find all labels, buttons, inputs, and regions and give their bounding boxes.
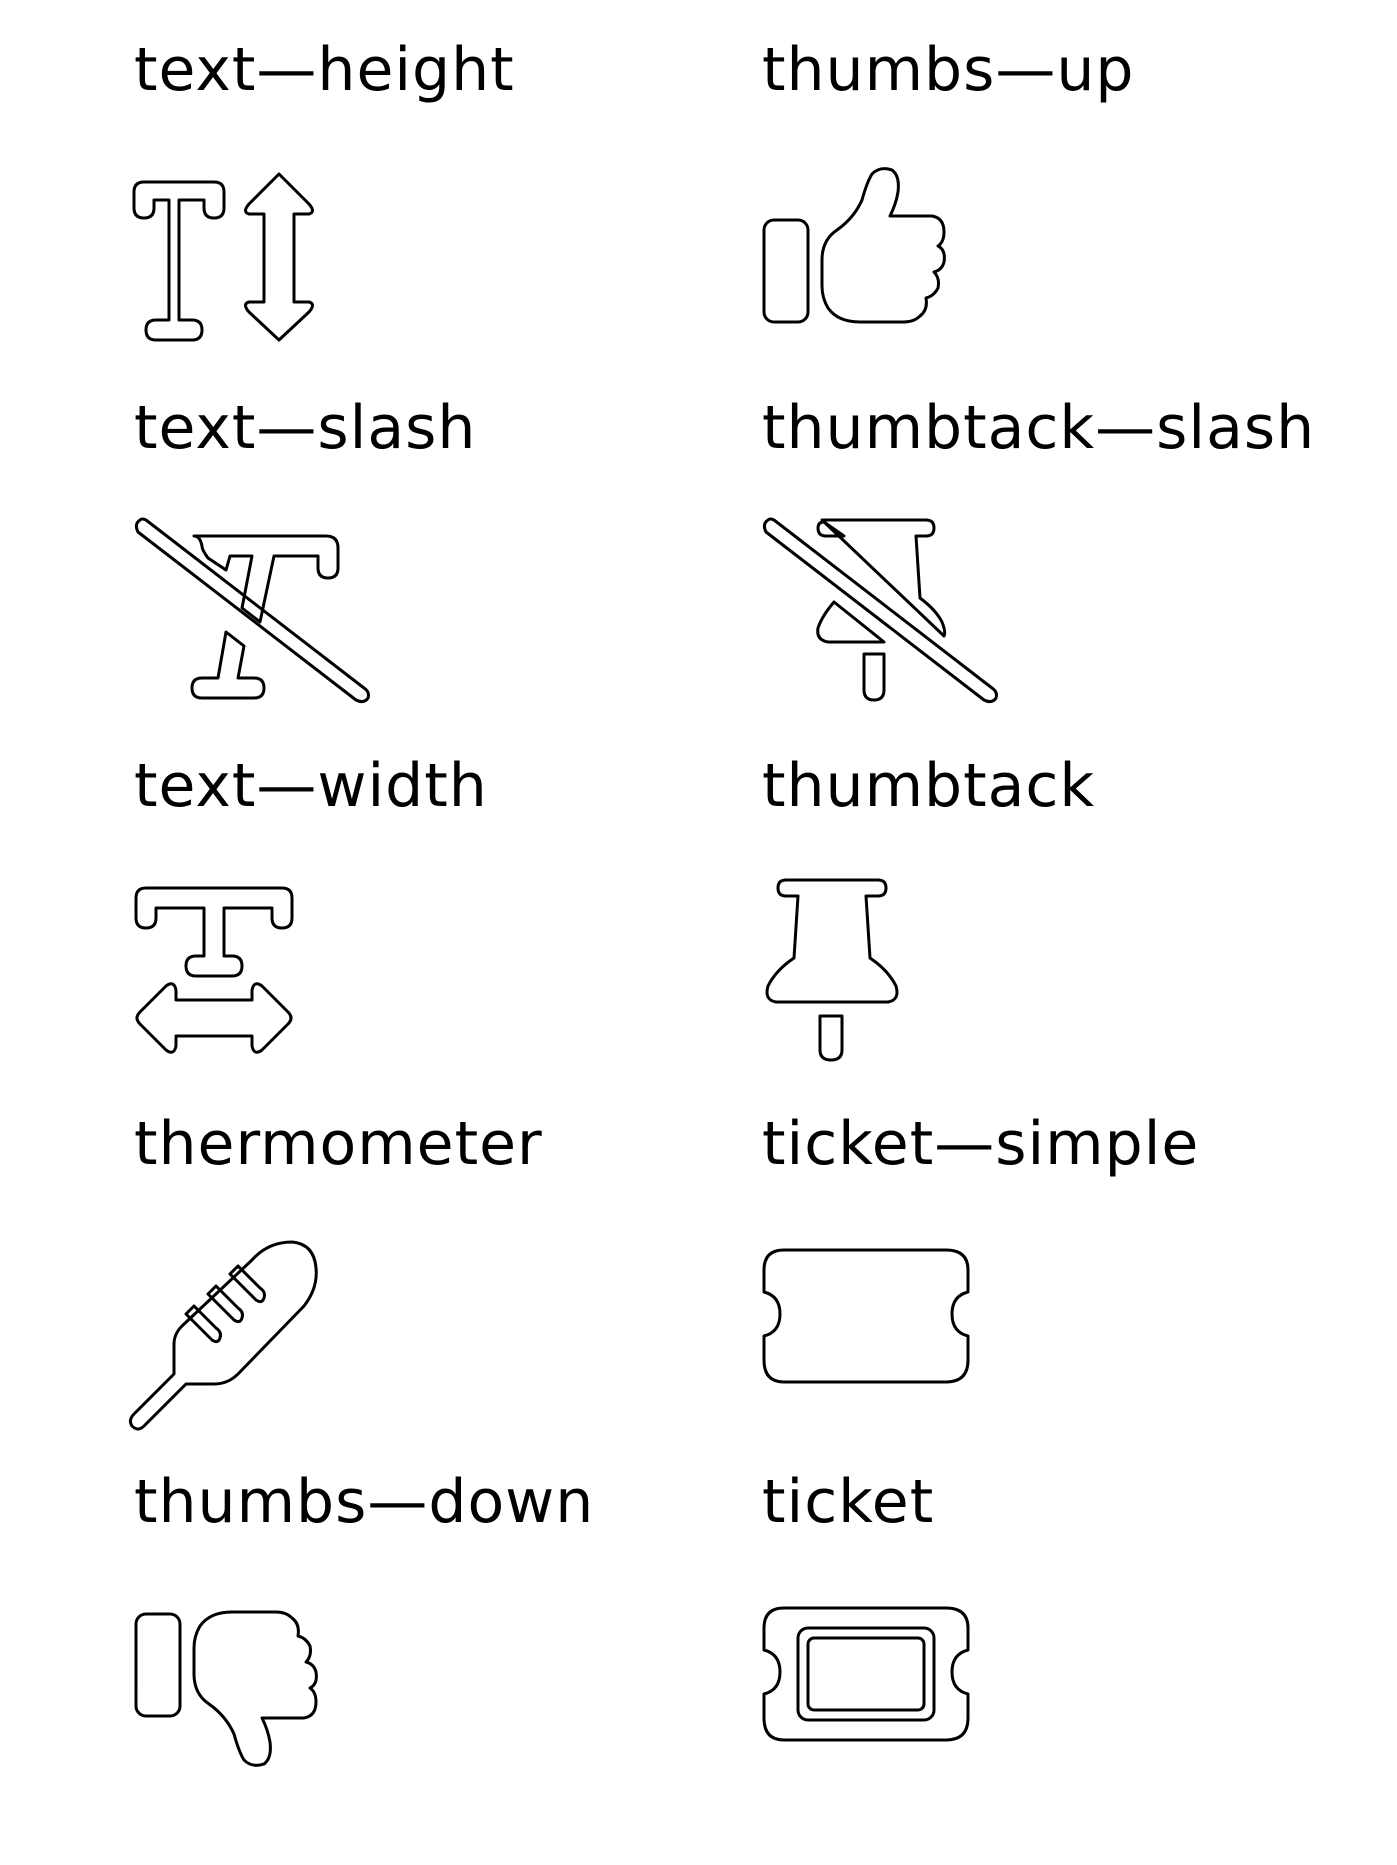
icon-label: thumbs—down [134, 1467, 595, 1537]
icon-label: text—slash [134, 393, 477, 463]
icon-label: text—width [134, 751, 488, 821]
text-slash-icon [134, 518, 454, 718]
text-width-icon [134, 876, 454, 1076]
thumbtack-icon [762, 876, 1082, 1076]
thermometer-icon [134, 1234, 454, 1434]
icon-label: thumbtack—slash [762, 393, 1316, 463]
text-height-icon [134, 160, 454, 360]
thumbs-down-icon [134, 1592, 454, 1792]
ticket-simple-icon [762, 1234, 1082, 1434]
ticket-icon [762, 1592, 1082, 1792]
thumbtack-slash-icon [762, 518, 1082, 718]
icon-label: ticket [762, 1467, 935, 1537]
icon-label: ticket—simple [762, 1109, 1200, 1179]
icon-label: thumbtack [762, 751, 1096, 821]
icon-label: text—height [134, 35, 515, 105]
thumbs-up-icon [762, 160, 1082, 360]
icon-label: thumbs—up [762, 35, 1135, 105]
icon-label: thermometer [134, 1109, 543, 1179]
